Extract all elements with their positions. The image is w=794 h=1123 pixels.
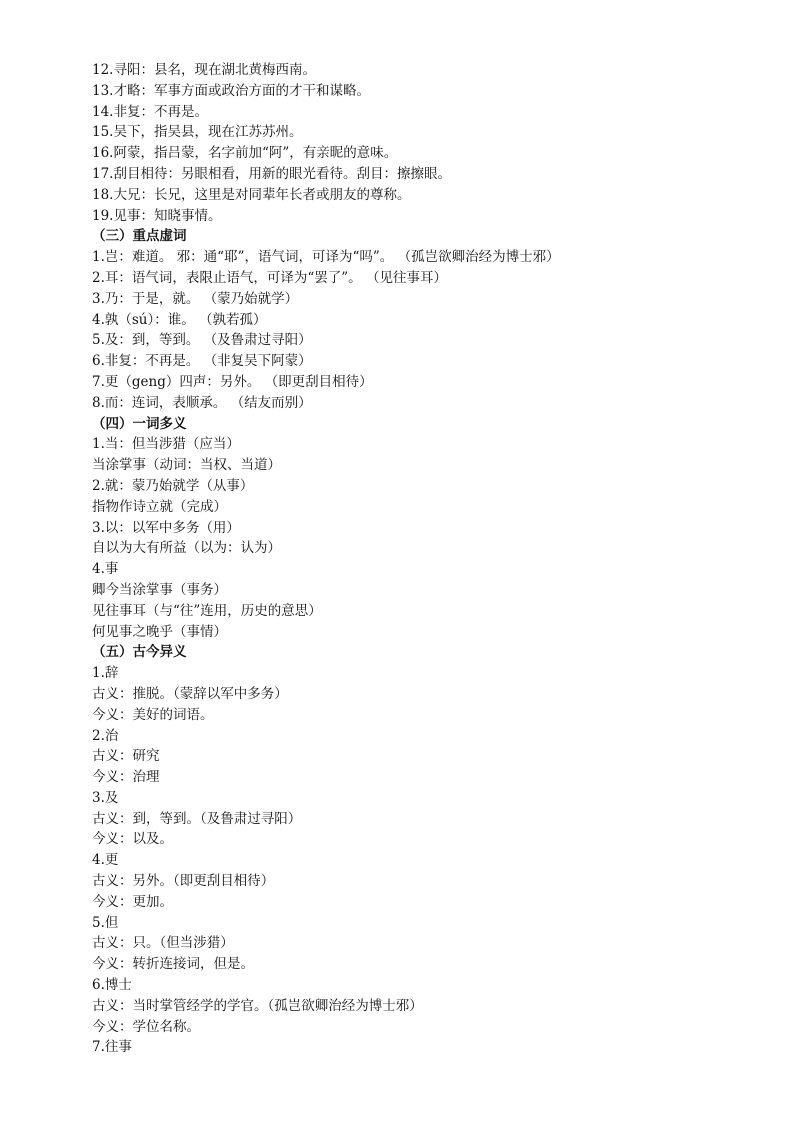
- text-line: 今义：美好的词语。: [92, 706, 214, 723]
- text-line: 7.更（geng）四声：另外。 （即更刮目相待）: [92, 373, 373, 390]
- text-line: 古义：推脱。（蒙辞以军中多务）: [92, 685, 288, 702]
- section-heading: （三）重点虚词: [92, 228, 187, 245]
- text-line: 古义：到，等到。（及鲁肃过寻阳）: [92, 810, 302, 827]
- text-line: 6.博士: [92, 977, 132, 994]
- text-line: 5.及：到，等到。 （及鲁肃过寻阳）: [92, 332, 312, 349]
- text-line: 当涂掌事（动词：当权、当道）: [92, 457, 281, 474]
- text-line: 自以为大有所益（以为：认为）: [92, 540, 281, 557]
- text-line: 今义：转折连接词，但是。: [92, 956, 254, 973]
- text-line: 古义：只。（但当涉猎）: [92, 935, 234, 952]
- text-line: 1.岂：难道。 邪：通“耶”，语气词，可译为“吗”。 （孤岂欲卿治经为博士邪）: [92, 249, 560, 266]
- text-line: 18.大兄：长兄，这里是对同辈年长者或朋友的尊称。: [92, 186, 411, 203]
- text-line: 古义：研究: [92, 748, 160, 765]
- text-line: 古义：当时掌管经学的学官。（孤岂欲卿治经为博士邪）: [92, 997, 423, 1014]
- text-line: 3.乃：于是，就。 （蒙乃始就学）: [92, 290, 299, 307]
- text-line: 8.而：连词，表顺承。 （结友而别）: [92, 394, 312, 411]
- text-line: 今义：学位名称。: [92, 1018, 200, 1035]
- text-line: 1.辞: [92, 665, 119, 682]
- text-line: 2.就：蒙乃始就学（从事）: [92, 477, 254, 494]
- text-line: 16.阿蒙，指吕蒙，名字前加“阿”，有亲昵的意味。: [92, 145, 398, 162]
- text-line: 1.当：但当涉猎（应当）: [92, 436, 240, 453]
- document-page: [92, 60, 732, 1058]
- text-line: 2.治: [92, 727, 119, 744]
- text-line: 3.及: [92, 789, 119, 806]
- text-line: 3.以：以军中多务（用）: [92, 519, 240, 536]
- text-line: 古义：另外。（即更刮目相待）: [92, 873, 275, 890]
- text-line: 何见事之晚乎（事情）: [92, 623, 227, 640]
- text-line: 4.更: [92, 852, 119, 869]
- text-line: 卿今当涂掌事（事务）: [92, 581, 227, 598]
- text-line: 7.往事: [92, 1039, 132, 1056]
- text-line: 19.见事：知晓事情。: [92, 207, 222, 224]
- text-line: 5.但: [92, 914, 119, 931]
- text-line: 指物作诗立就（完成）: [92, 498, 227, 515]
- text-line: 14.非复：不再是。: [92, 103, 208, 120]
- text-line: 今义：治理: [92, 769, 160, 786]
- text-line: 17.刮目相待：另眼相看，用新的眼光看待。刮目：擦擦眼。: [92, 165, 451, 182]
- text-line: 15.吴下，指吴县，现在江苏苏州。: [92, 124, 303, 141]
- text-line: 4.事: [92, 561, 119, 578]
- text-line: 4.孰（sú）：谁。 （孰若孤）: [92, 311, 267, 328]
- text-line: 见往事耳（与“往”连用，历史的意思）: [92, 602, 322, 619]
- section-heading: （五）古今异义: [92, 644, 187, 661]
- text-line: 6.非复：不再是。 （非复吴下阿蒙）: [92, 353, 312, 370]
- text-line: 12.寻阳：县名，现在湖北黄梅西南。: [92, 62, 316, 78]
- text-line: 今义：更加。: [92, 893, 173, 910]
- text-line: 2.耳：语气词，表限止语气，可译为“罢了”。 （见往事耳）: [92, 269, 447, 286]
- text-line: 今义：以及。: [92, 831, 173, 848]
- section-heading: （四）一词多义: [92, 415, 187, 432]
- text-line: 13.才略：军事方面或政治方面的才干和谋略。: [92, 82, 370, 99]
